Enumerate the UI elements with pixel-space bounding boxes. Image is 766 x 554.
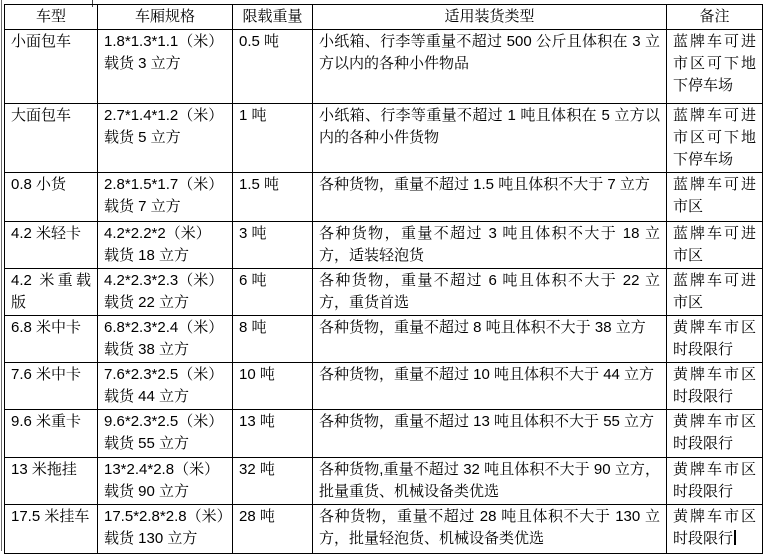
header-label: 车型	[35, 8, 66, 25]
box-dimensions: 13*2.4*2.8（米）	[104, 461, 220, 478]
box-dimensions: 2.7*1.4*1.2（米）	[104, 107, 224, 124]
vehicle-type: 小面包车	[11, 33, 72, 50]
vehicle-type: 6.8 米中卡	[11, 319, 82, 336]
box-volume: 载货 130 立方	[104, 530, 198, 547]
remark: 蓝牌车可进市区	[673, 272, 756, 311]
header-label: 限载重量	[242, 8, 303, 25]
remark: 黄牌车市区时段限行	[673, 508, 756, 547]
vehicle-type: 4.2 米重载版	[11, 272, 91, 311]
cargo-type: 小纸箱、行李等重量不超过 1 吨且体积在 5 立方以内的各种小件货物	[319, 107, 660, 146]
remark: 蓝牌车可进市区可下地下停车场	[673, 107, 756, 168]
vehicle-spec-table	[4, 4, 763, 554]
load-limit: 6 吨	[239, 272, 267, 289]
box-spec-cell[interactable]	[98, 173, 233, 222]
table-row	[5, 30, 763, 104]
header-row	[5, 5, 763, 30]
vehicle-type-cell[interactable]	[5, 363, 98, 410]
cargo-type: 各种货物，重量不超过 13 吨且体积不大于 55 立方	[319, 413, 655, 430]
load-limit-cell[interactable]	[233, 104, 313, 173]
box-dimensions: 6.8*2.3*2.4（米）	[104, 319, 224, 336]
vehicle-type: 9.6 米重卡	[11, 413, 82, 430]
box-volume: 载货 7 立方	[104, 198, 181, 215]
header-label: 备注	[699, 8, 730, 25]
box-dimensions: 7.6*2.3*2.5（米）	[104, 366, 224, 383]
text-cursor	[734, 530, 736, 545]
remark: 黄牌车市区时段限行	[673, 461, 756, 500]
box-volume: 载货 22 立方	[104, 294, 190, 311]
remark: 蓝牌车可进市区可下地下停车场	[673, 33, 756, 94]
table-row	[5, 269, 763, 316]
box-volume: 载货 18 立方	[104, 247, 190, 264]
cargo-type-cell[interactable]	[313, 222, 667, 269]
table-row	[5, 104, 763, 173]
remark-cell[interactable]	[667, 505, 763, 554]
box-spec-cell[interactable]	[98, 104, 233, 173]
box-spec-cell[interactable]	[98, 505, 233, 554]
load-limit: 28 吨	[239, 508, 275, 525]
cargo-type-cell[interactable]	[313, 30, 667, 104]
vehicle-type-cell[interactable]	[5, 458, 98, 505]
header-load-limit[interactable]	[233, 5, 313, 30]
load-limit: 8 吨	[239, 319, 267, 336]
load-limit: 0.5 吨	[239, 33, 280, 50]
vehicle-type: 大面包车	[11, 107, 72, 124]
remark-cell[interactable]	[667, 458, 763, 505]
table-row	[5, 222, 763, 269]
box-volume: 载货 44 立方	[104, 388, 190, 405]
vehicle-type-cell[interactable]	[5, 316, 98, 363]
remark-cell[interactable]	[667, 410, 763, 458]
load-limit-cell[interactable]	[233, 410, 313, 458]
header-cargo-type[interactable]	[313, 5, 667, 30]
box-dimensions: 2.8*1.5*1.7（米）	[104, 176, 224, 193]
load-limit-cell[interactable]	[233, 316, 313, 363]
vehicle-type: 13 米拖挂	[11, 461, 77, 478]
cargo-type-cell[interactable]	[313, 269, 667, 316]
cargo-type-cell[interactable]	[313, 505, 667, 554]
cargo-type: 各种货物，重量不超过 28 吨且体积不大于 130 立方，批量轻泡货、机械设备类优选	[319, 508, 660, 547]
load-limit-cell[interactable]	[233, 30, 313, 104]
box-spec-cell[interactable]	[98, 410, 233, 458]
cargo-type: 各种货物，重量不超过 3 吨且体积不大于 18 立方，适装轻泡货	[319, 225, 660, 264]
cargo-type: 各种货物，重量不超过 1.5 吨且体积不大于 7 立方	[319, 176, 650, 193]
vehicle-type-cell[interactable]	[5, 173, 98, 222]
box-volume: 载货 3 立方	[104, 55, 181, 72]
cargo-type-cell[interactable]	[313, 458, 667, 505]
remark: 黄牌车市区时段限行	[673, 366, 756, 405]
remark-cell[interactable]	[667, 104, 763, 173]
box-dimensions: 1.8*1.3*1.1（米）	[104, 33, 224, 50]
vehicle-type: 17.5 米挂车	[11, 508, 90, 525]
remark-cell[interactable]	[667, 316, 763, 363]
box-volume: 载货 55 立方	[104, 435, 190, 452]
box-spec-cell[interactable]	[98, 458, 233, 505]
remark-cell[interactable]	[667, 269, 763, 316]
header-box-spec[interactable]	[98, 5, 233, 30]
vehicle-type-cell[interactable]	[5, 222, 98, 269]
load-limit-cell[interactable]	[233, 363, 313, 410]
remark-cell[interactable]	[667, 173, 763, 222]
box-dimensions: 9.6*2.3*2.5（米）	[104, 413, 224, 430]
box-dimensions: 17.5*2.8*2.8（米）	[104, 508, 232, 525]
vehicle-type-cell[interactable]	[5, 30, 98, 104]
vehicle-type: 0.8 小货	[11, 176, 67, 193]
load-limit: 13 吨	[239, 413, 275, 430]
cargo-type: 各种货物，重量不超过 8 吨且体积不大于 38 立方	[319, 319, 646, 336]
load-limit: 10 吨	[239, 366, 275, 383]
table-row	[5, 363, 763, 410]
header-vehicle-type[interactable]	[5, 5, 98, 30]
load-limit: 1.5 吨	[239, 176, 280, 193]
remark: 黄牌车市区时段限行	[673, 319, 756, 358]
load-limit-cell[interactable]	[233, 222, 313, 269]
box-dimensions: 4.2*2.2*2（米）	[104, 225, 211, 242]
load-limit-cell[interactable]	[233, 269, 313, 316]
cargo-type-cell[interactable]	[313, 410, 667, 458]
vehicle-type: 4.2 米轻卡	[11, 225, 82, 242]
load-limit-cell[interactable]	[233, 458, 313, 505]
vehicle-type: 7.6 米中卡	[11, 366, 82, 383]
page-edge-line	[1, 0, 2, 551]
table-row	[5, 173, 763, 222]
cargo-type-cell[interactable]	[313, 316, 667, 363]
load-limit: 32 吨	[239, 461, 275, 478]
cargo-type: 小纸箱、行李等重量不超过 500 公斤且体积在 3 立方以内的各种小件物品	[319, 33, 660, 72]
box-dimensions: 4.2*2.3*2.3（米）	[104, 272, 224, 289]
remark: 蓝牌车可进市区	[673, 225, 756, 264]
box-spec-cell[interactable]	[98, 222, 233, 269]
box-volume: 载货 38 立方	[104, 341, 190, 358]
header-label: 车厢规格	[134, 8, 195, 25]
vehicle-type-cell[interactable]	[5, 410, 98, 458]
table-row	[5, 410, 763, 458]
vehicle-type-cell[interactable]	[5, 269, 98, 316]
load-limit: 3 吨	[239, 225, 267, 242]
remark: 黄牌车市区时段限行	[673, 413, 756, 452]
remark-cell[interactable]	[667, 363, 763, 410]
table-row	[5, 505, 763, 554]
load-limit-cell[interactable]	[233, 505, 313, 554]
cargo-type: 各种货物,重量不超过 32 吨且体积不大于 90 立方，批量重货、机械设备类优选	[319, 461, 660, 500]
cargo-type: 各种货物，重量不超过 10 吨且体积不大于 44 立方	[319, 366, 655, 383]
box-spec-cell[interactable]	[98, 30, 233, 104]
box-volume: 载货 90 立方	[104, 483, 190, 500]
header-label: 适用装货类型	[444, 8, 535, 25]
load-limit-cell[interactable]	[233, 173, 313, 222]
remark-cell[interactable]	[667, 222, 763, 269]
remark-cell[interactable]	[667, 30, 763, 104]
vehicle-type-cell[interactable]	[5, 505, 98, 554]
box-spec-cell[interactable]	[98, 316, 233, 363]
box-spec-cell[interactable]	[98, 269, 233, 316]
box-spec-cell[interactable]	[98, 363, 233, 410]
table-row	[5, 316, 763, 363]
box-volume: 载货 5 立方	[104, 129, 181, 146]
cargo-type: 各种货物，重量不超过 6 吨且体积不大于 22 立方，重货首选	[319, 272, 660, 311]
remark: 蓝牌车可进市区	[673, 176, 756, 215]
table-row	[5, 458, 763, 505]
header-remark[interactable]	[667, 5, 763, 30]
load-limit: 1 吨	[239, 107, 267, 124]
cargo-type-cell[interactable]	[313, 363, 667, 410]
vehicle-type-cell[interactable]	[5, 104, 98, 173]
cargo-type-cell[interactable]	[313, 104, 667, 173]
cargo-type-cell[interactable]	[313, 173, 667, 222]
